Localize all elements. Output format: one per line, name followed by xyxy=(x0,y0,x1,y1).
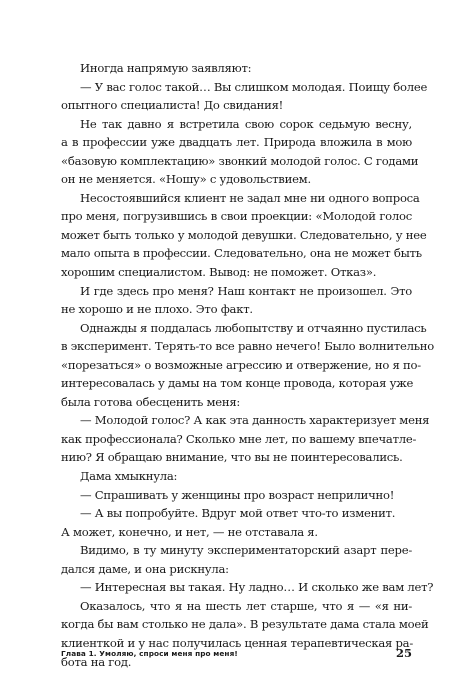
text-line: «базовую комплектацию» звонкий молодой голос. С годами xyxy=(61,153,419,168)
text-line: нию? Я обращаю внимание, что вы не поинтересовались. xyxy=(61,450,403,465)
text-line: хорошим специалистом. Вывод: не поможет. Отказ». xyxy=(61,265,377,280)
text-line: Иногда напрямую заявляют: xyxy=(80,61,252,75)
text-line: Однажды я поддалась любопытству и отчаянно пустилась xyxy=(80,320,427,335)
text-line: И где здесь про меня? Наш контакт не произошел. Это xyxy=(80,283,412,298)
text-line: Дама хмыкнула: xyxy=(80,469,178,484)
text-line: когда бы вам столько не дала». В результате дама стала моей xyxy=(61,617,429,632)
text-line: была готова обесценить меня: xyxy=(61,394,241,409)
text-line: — Молодой голос? А как эта данность характеризует меня xyxy=(80,413,430,428)
text-line: — А вы попробуйте. Вдруг мой ответ что-то изменит. xyxy=(80,506,396,521)
text-line: клиенткой и у нас получилась ценная терапевтическая ра- xyxy=(61,635,413,650)
text-line: а в профессии уже двадцать лет. Природа вложила в мою xyxy=(61,135,412,150)
text-line: в эксперимент. Терять-то все равно нечего! Было волнительно xyxy=(61,339,434,354)
text-line: как профессионала? Сколько мне лет, по вашему впечатле- xyxy=(61,431,417,446)
text-line: А может, конечно, и нет, — не отставала я. xyxy=(61,524,318,539)
text-line: дался даме, и она рискнула: xyxy=(61,561,229,576)
text-line: — Спрашивать у женщины про возраст неприлично! xyxy=(80,487,395,502)
text-line: не хорошо и не плохо. Это факт. xyxy=(61,302,253,317)
text-line: Несостоявшийся клиент не задал мне ни одного вопроса xyxy=(80,190,420,205)
running-footer-chapter-title: Глава 1. Умоляю, спроси меня про меня! xyxy=(61,649,238,658)
text-line: про меня, погрузившись в свои проекции: «Молодой голос xyxy=(61,209,412,224)
text-line: Не так давно я встретила свою сорок седьмую весну, xyxy=(80,116,412,131)
text-line: он не меняется. «Ношу» с удовольствием. xyxy=(61,172,311,187)
text-line: «порезаться» о возможные агрессию и отвержение, но я по- xyxy=(61,357,421,372)
page-footer xyxy=(61,648,412,662)
text-line: Видимо, в ту минуту экспериментаторский азарт пере- xyxy=(80,543,412,558)
text-line: — У вас голос такой… Вы слишком молодая. Поищу более xyxy=(80,79,428,94)
page-number: 25 xyxy=(395,646,412,660)
text-line: Оказалось, что я на шесть лет старше, что я — «я ни- xyxy=(80,598,412,613)
text-line: — Интересная вы такая. Ну ладно… И сколько же вам лет? xyxy=(80,580,434,595)
text-line: мало опыта в профессии. Следовательно, она не может быть xyxy=(61,246,422,261)
text-line: бота на год. xyxy=(61,654,132,669)
text-line: опытного специалиста! До свидания! xyxy=(61,98,284,113)
text-line: может быть только у молодой девушки. Следовательно, у нее xyxy=(61,227,427,242)
text-line: интересовалась у дамы на том конце провода, которая уже xyxy=(61,376,414,391)
body-text xyxy=(61,59,434,671)
